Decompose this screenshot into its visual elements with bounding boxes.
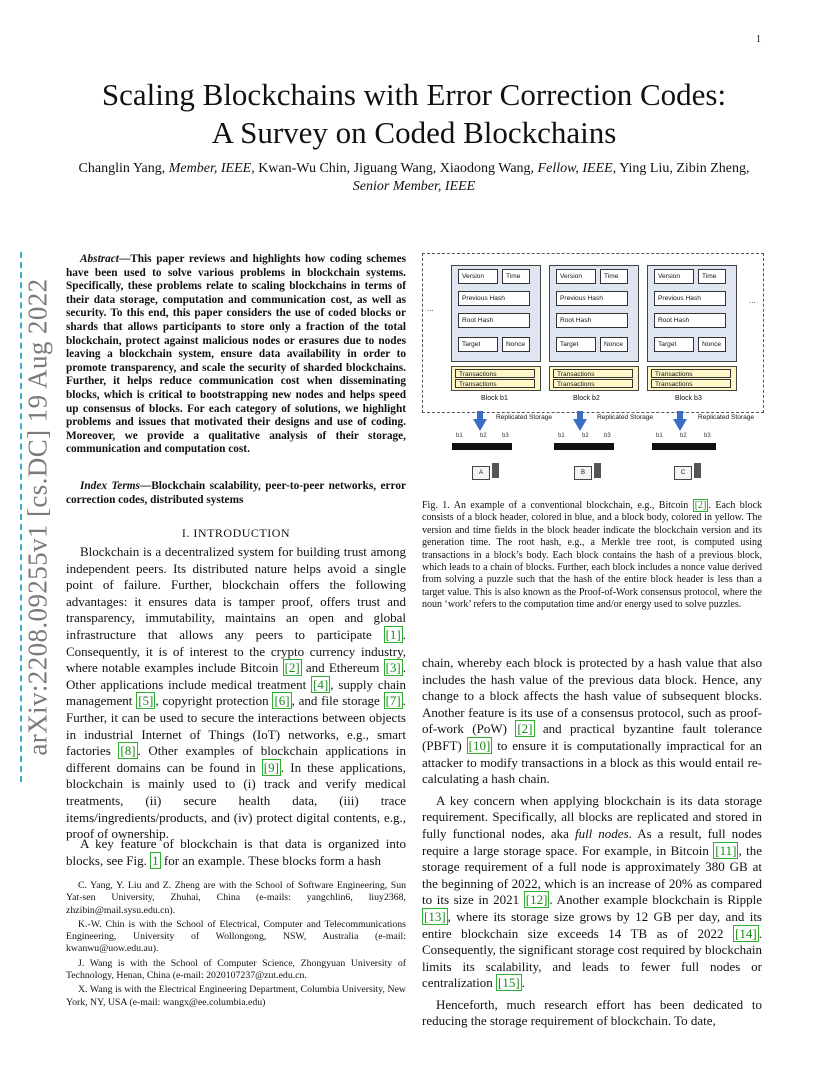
abstract-text: —This paper reviews and highlights how coding schemes have been used to solve various problems in blockchain systems. Specifically, these problems relate to scaling blockchains in terms of their data storage, computation and communication cost, as well as security. To this end, this paper considers the use of coded blocks or shards that allows participants to store only a fraction of the total blockchain, protect against malicious nodes or erasures due to nodes leaving a blockchain system, ensure data availability in order to promote transparency, and scale the security of sharded blockchains. Further, it helps reduce communication cost when disseminating blocks, which is critical to bootstrapping new nodes and helps speed up consensus of blocks. For each category of solutions, we highlight problems and issues that motivated their designs and use of coding. Moreover, we provide a qualitative analysis of their storage, communication and computation cost. <box>66 253 406 456</box>
title-line-2: A Survey on Coded Blockchains <box>211 115 617 150</box>
citation-link[interactable]: [2] <box>694 500 707 511</box>
chain-label: b2 <box>480 433 487 439</box>
citation-link[interactable]: [9] <box>263 759 279 775</box>
node-b: B <box>574 466 592 480</box>
block-body-3 <box>647 366 737 391</box>
nonce-field: Nonce <box>502 337 530 352</box>
author-list <box>60 160 768 196</box>
block-label: Block b1 <box>481 395 508 402</box>
down-arrow-icon <box>473 419 487 431</box>
server-icon <box>694 463 701 478</box>
footnote: K.-W. Chin is with the School of Electrical, Computer and Telecommunications Engineering, University of Wollongong, NSW, Australia (e-mail: kwanwu@uow.edu.au). <box>66 918 406 955</box>
citation-link[interactable]: [12] <box>525 892 548 908</box>
footnote: C. Yang, Y. Liu and Z. Zheng are with the School of Software Engineering, Sun Yat-sen University, Zhuhai, China (e-mails: yangchlin6, liuy2368, zhzibin@mail.sysu.edu.cn). <box>66 880 406 916</box>
version-field: Version <box>556 269 596 284</box>
figure-1-blockchain-diagram <box>422 253 764 413</box>
block-body-2 <box>549 366 639 391</box>
chain-label: b3 <box>704 433 711 439</box>
right-column-text: chain, whereby each block is protected by a hash value that also includes the hash value of the previous data block. Hence, any change to a block affects the hash value of subsequent blocks. Another feature is its use of a consensus protocol, such as proof-of-work (PoW) [2] and practical byzantine fault tolerance (PBFT) [10] to ensure it is computationally impractical for an attacker to modify transactions in a block as this would entail re-calculating a hash chain. A key concern when applying blockchain is its data storage requirement. Specifically, all blocks are replicated and stored in fully functional nodes, aka full nodes. As a result, full nodes require a large storage space. For example, in Bitcoin [11] , the storage requirement of a full node is approximately 380 GB at the beginning of 2022, which is an increase of 20% as compared to its size in 2021 [12] . Another example blockchain is Ripple [13] , where its storage size grows by 12 GB per day, and its entire blockchain size exceeds 14 TB as of 2022 [14] . Consequently, the significant storage cost required by blockchain limits its scalability, and leads to fewer full nodes or centralization [15] . Henceforth, much research effort has been dedicated to reducing the storage requirement of blockchain. To date, <box>422 655 763 1029</box>
chain-bar <box>554 443 614 450</box>
server-icon <box>594 463 601 478</box>
citation-link[interactable]: [6] <box>274 693 290 709</box>
version-field: Version <box>458 269 498 284</box>
author-text: Changlin Yang, <box>78 161 169 176</box>
chain-bar <box>452 443 512 450</box>
server-icon <box>492 463 499 478</box>
version-field: Version <box>654 269 694 284</box>
time-field: Time <box>698 269 726 284</box>
node-a: A <box>472 466 490 480</box>
citation-link[interactable]: [7] <box>385 693 401 709</box>
page-number: 1 <box>756 34 761 45</box>
chain-label: b1 <box>456 433 463 439</box>
intro-paragraph-1: Blockchain is a decentralized system for building trust among independent peers. Its distributed nature helps avoid a single point of failure. Further, blockchain offers the following advantages: it ensures data is tamper proof, offers trust and transparency, immutability, maintains an open and global infrastructure that allows any peers to participate [1] . Consequently, it is of interest to the crypto currency industry, where notable examples include Bitcoin [2] and Ethereum [3] . Other applications include medical treatment [4] , supply chain management [5] , copyright protection [6] , and file storage [7] . Further, it can be used to secure the interactions between objects in industrial Internet of Things (IoT) networks, e.g., smart factories [8] . Other examples of blockchain applications in different domains can be found in [9] . In these applications, blockchain is mainly used to (i) track and verify medical treatments, (ii) secure health data, (iii) trace items/ingredients/products, and (iv) protect digital contents, e.g., proof of ownership. <box>66 544 406 842</box>
author-text: , Kwan-Wu Chin, Jiguang Wang, Xiaodong Wang, <box>251 161 538 176</box>
prev-hash-field: Previous Hash <box>458 291 530 306</box>
citation-link[interactable]: [15] <box>498 975 520 991</box>
author-role: Fellow, IEEE <box>537 161 613 176</box>
arxiv-id: arXiv:2208.09255v1 [cs.DC] 19 Aug 2022 <box>22 278 53 756</box>
figure-caption: Fig. 1. An example of a conventional blockchain, e.g., Bitcoin [2] . Each block consists of a block header, colored in blue, and a block body, colored in yellow. The version and time fields in the block header indicate the blockchain version and its generation time. The root hash, e.g., a Merkle tree root, is computed using transactions in a block’s body. Each block contains the hash of a previous block, which leads to a chain of blocks. Further, each block includes a nonce value derived from solving a puzzle such that the hash of the entire block header is less than a target value. This is also known as the Proof-of-Work consensus protocol, where the noun ‘work’ refers to the computation time and/or energy used to solve puzzles. <box>422 500 763 611</box>
target-field: Target <box>654 337 694 352</box>
transactions-field: Transactions <box>455 379 535 388</box>
footnote: X. Wang is with the Electrical Engineering Department, Columbia University, New York, NY, USA (e-mail: wangx@ee.columbia.edu) <box>66 984 406 1008</box>
transactions-field: Transactions <box>651 379 731 388</box>
time-field: Time <box>600 269 628 284</box>
author-role: Senior Member, IEEE <box>352 179 476 194</box>
abstract-label: Abstract <box>80 253 119 265</box>
citation-link[interactable]: [8] <box>120 743 136 759</box>
prev-hash-field: Previous Hash <box>654 291 726 306</box>
down-arrow-icon <box>577 411 583 419</box>
block-label: Block b2 <box>573 395 600 402</box>
node-c: C <box>674 466 692 480</box>
footnotes <box>66 880 406 1011</box>
transactions-field: Transactions <box>553 369 633 378</box>
citation-link[interactable]: [11] <box>715 842 737 858</box>
author-text: , Ying Liu, Zibin Zheng, <box>612 161 750 176</box>
root-hash-field: Root Hash <box>654 313 726 328</box>
down-arrow-icon <box>677 411 683 419</box>
nonce-field: Nonce <box>698 337 726 352</box>
paper-title <box>60 76 768 152</box>
citation-link[interactable]: [13] <box>424 908 446 924</box>
block-header-1 <box>451 265 541 362</box>
root-hash-field: Root Hash <box>556 313 628 328</box>
index-terms-label: Index Terms <box>80 480 140 492</box>
nonce-field: Nonce <box>600 337 628 352</box>
ellipsis-left: ... <box>427 304 434 313</box>
index-terms-text: —Blockchain scalability, peer-to-peer networks, error correction codes, distributed systems <box>66 480 406 506</box>
intro-paragraph-2: A key feature of blockchain is that data is organized into blocks, see Fig. 1 for an example. These blocks form a hash <box>66 836 406 868</box>
citation-link[interactable]: [1] <box>385 626 401 642</box>
time-field: Time <box>502 269 530 284</box>
citation-link[interactable]: [5] <box>138 693 154 709</box>
citation-link[interactable]: [14] <box>735 925 757 941</box>
down-arrow-icon <box>673 419 687 431</box>
chain-label: b2 <box>582 433 589 439</box>
caption-label: Fig. 1. <box>422 500 450 511</box>
figure-link[interactable]: 1 <box>152 852 159 868</box>
target-field: Target <box>556 337 596 352</box>
transactions-field: Transactions <box>651 369 731 378</box>
replicated-storage-label: Replicated Storage <box>698 414 755 421</box>
citation-link[interactable]: [3] <box>385 660 401 676</box>
chain-bar <box>652 443 716 450</box>
transactions-field: Transactions <box>553 379 633 388</box>
down-arrow-icon <box>573 419 587 431</box>
abstract <box>66 253 406 457</box>
chain-label: b3 <box>604 433 611 439</box>
index-terms <box>66 480 406 507</box>
title-line-1: Scaling Blockchains with Error Correction Codes: <box>101 77 727 112</box>
chain-label: b1 <box>558 433 565 439</box>
arxiv-stamp[interactable] <box>24 252 52 782</box>
citation-link[interactable]: [4] <box>313 676 329 692</box>
section-heading: I. INTRODUCTION <box>181 526 291 540</box>
prev-hash-field: Previous Hash <box>556 291 628 306</box>
block-header-2 <box>549 265 639 362</box>
replicated-storage-label: Replicated Storage <box>496 414 553 421</box>
author-role: Member, IEEE <box>168 161 252 176</box>
citation-link[interactable]: [2] <box>517 721 533 737</box>
target-field: Target <box>458 337 498 352</box>
block-header-3 <box>647 265 737 362</box>
replicated-storage-area <box>422 411 762 491</box>
block-label: Block b3 <box>675 395 702 402</box>
chain-label: b1 <box>656 433 663 439</box>
citation-link[interactable]: [10] <box>468 737 491 753</box>
footnote: J. Wang is with the School of Computer Science, Zhongyuan University of Technology, Henan, China (e-mail: 2020107237@zut.edu.cn. <box>66 957 406 982</box>
chain-label: b3 <box>502 433 509 439</box>
citation-link[interactable]: [2] <box>284 660 300 676</box>
chain-label: b2 <box>680 433 687 439</box>
block-body-1 <box>451 366 541 391</box>
down-arrow-icon <box>477 411 483 419</box>
ellipsis-right: ... <box>749 296 756 305</box>
transactions-field: Transactions <box>455 369 535 378</box>
replicated-storage-label: Replicated Storage <box>597 414 654 421</box>
root-hash-field: Root Hash <box>458 313 530 328</box>
